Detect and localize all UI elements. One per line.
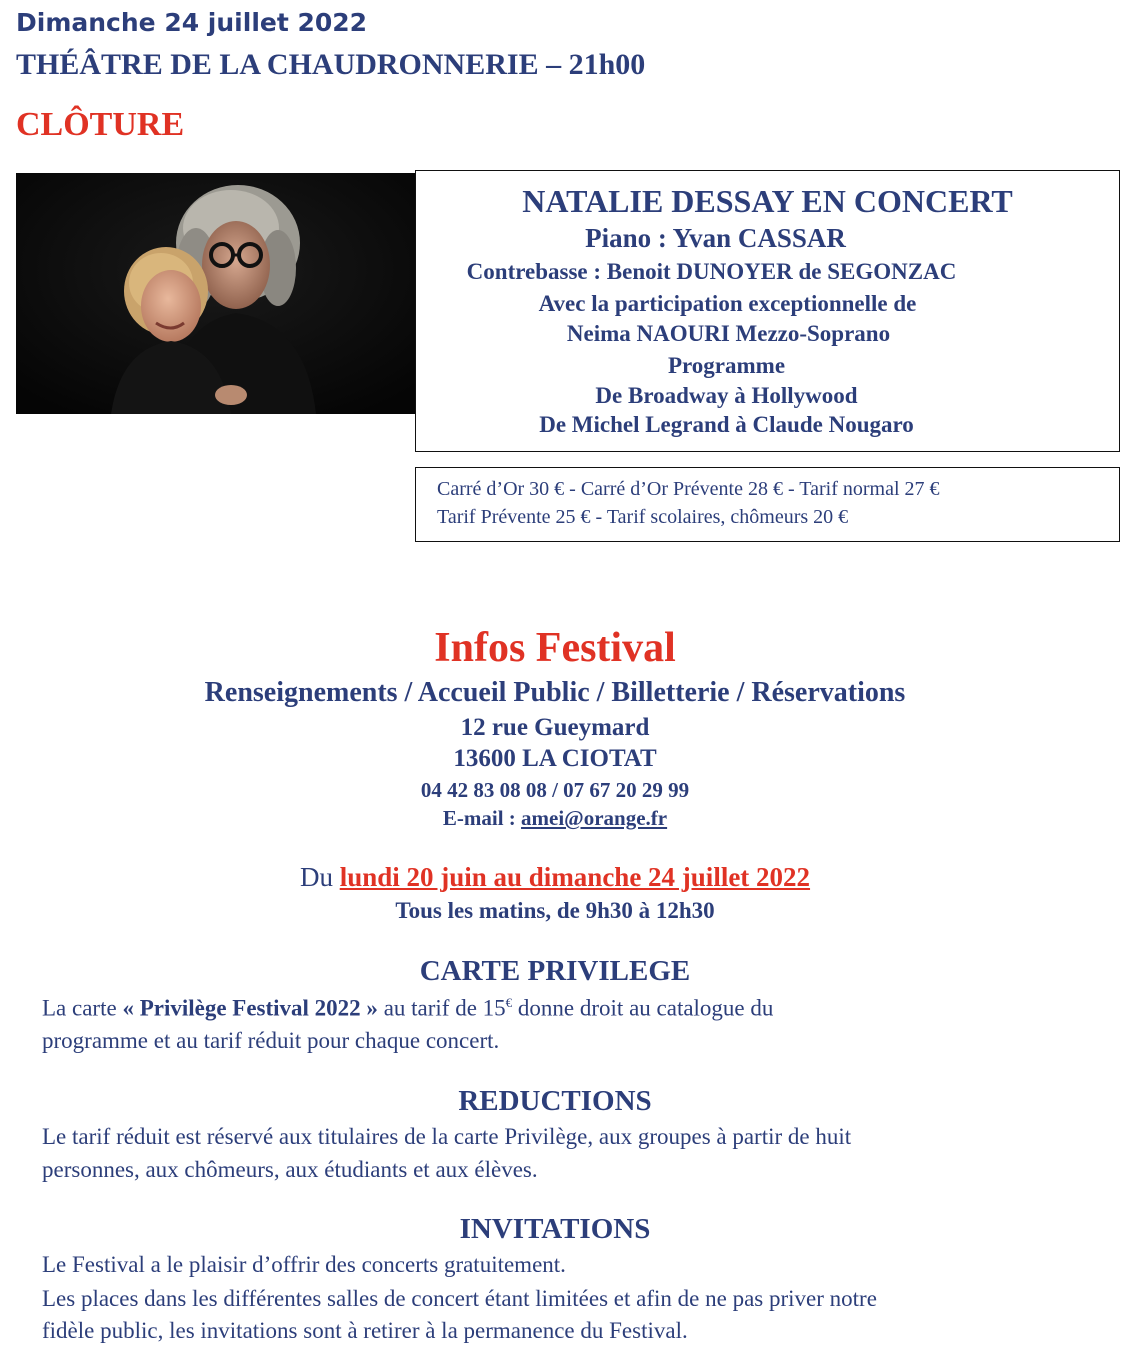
carte-line-1 bbox=[42, 995, 773, 1022]
concert-pianist: Piano : Yvan CASSAR bbox=[585, 223, 846, 253]
infos-title: Infos Festival bbox=[434, 625, 676, 671]
carte-text-sup: € bbox=[505, 995, 513, 1010]
infos-phones: 04 42 83 08 08 / 07 67 20 29 99 bbox=[420, 778, 690, 802]
reductions-line-2: personnes, aux chômeurs, aux étudiants et aux élèves. bbox=[42, 1157, 538, 1182]
concert-title: NATALIE DESSAY EN CONCERT bbox=[522, 183, 1013, 219]
invitations-line-1: Le Festival a le plaisir d’offrir des concerts gratuitement. bbox=[42, 1252, 566, 1277]
invitations-line-3: fidèle public, les invitations sont à retirer à la permanence du Festival. bbox=[42, 1318, 688, 1343]
artist-photo-illustration bbox=[16, 173, 415, 414]
carte-text-c: au tarif de 15 bbox=[377, 995, 506, 1021]
concert-programme-label: Programme bbox=[667, 353, 786, 378]
carte-text-d: donne droit au catalogue du bbox=[512, 995, 774, 1021]
carte-text-a: La carte bbox=[42, 995, 123, 1021]
invitations-line-2: Les places dans les différentes salles de concert étant limitées et afin de ne pas priver notre bbox=[42, 1286, 877, 1311]
concert-bassist: Contrebasse : Benoit DUNOYER de SEGONZAC bbox=[466, 259, 957, 284]
event-date: Dimanche 24 juillet 2022 bbox=[16, 8, 368, 37]
infos-street: 12 rue Gueymard bbox=[460, 714, 650, 741]
carte-line-2: programme et au tarif réduit pour chaque concert. bbox=[42, 1028, 500, 1053]
price-line-2: Tarif Prévente 25 € - Tarif scolaires, chômeurs 20 € bbox=[437, 506, 849, 528]
artist-photo bbox=[16, 173, 415, 414]
email-label: E-mail : bbox=[442, 806, 522, 830]
carte-title: CARTE PRIVILEGE bbox=[419, 955, 691, 987]
event-venue: THÉÂTRE DE LA CHAUDRONNERIE – 21h00 bbox=[16, 48, 646, 81]
price-line-1: Carré d’Or 30 € - Carré d’Or Prévente 28 € - Tarif normal 27 € bbox=[437, 478, 940, 500]
reductions-line-1: Le tarif réduit est réservé aux titulaires de la carte Privilège, aux groupes à partir de huit bbox=[42, 1124, 852, 1149]
reductions-title: REDUCTIONS bbox=[458, 1085, 652, 1117]
invitations-title: INVITATIONS bbox=[459, 1213, 651, 1245]
period-prefix: Du bbox=[299, 862, 340, 892]
infos-subtitle: Renseignements / Accueil Public / Billetterie / Réservations bbox=[204, 677, 906, 708]
price-box bbox=[415, 467, 1120, 542]
period-dates: lundi 20 juin au dimanche 24 juillet 2022 bbox=[339, 862, 811, 892]
concert-info-box bbox=[415, 170, 1120, 452]
concert-programme-line1: De Broadway à Hollywood bbox=[595, 383, 858, 408]
event-closing-label: CLÔTURE bbox=[16, 106, 185, 143]
infos-email-line bbox=[0, 806, 1110, 831]
concert-guest: Neima NAOURI Mezzo-Soprano bbox=[566, 321, 891, 346]
concert-programme-line2: De Michel Legrand à Claude Nougaro bbox=[539, 412, 914, 437]
carte-text-b: « Privilège Festival 2022 » bbox=[122, 995, 378, 1021]
infos-hours: Tous les matins, de 9h30 à 12h30 bbox=[395, 898, 715, 923]
concert-participation: Avec la participation exceptionnelle de bbox=[538, 291, 917, 316]
email-link[interactable]: amei@orange.fr bbox=[521, 806, 668, 830]
infos-period bbox=[0, 862, 1110, 893]
infos-city: 13600 LA CIOTAT bbox=[453, 745, 657, 772]
